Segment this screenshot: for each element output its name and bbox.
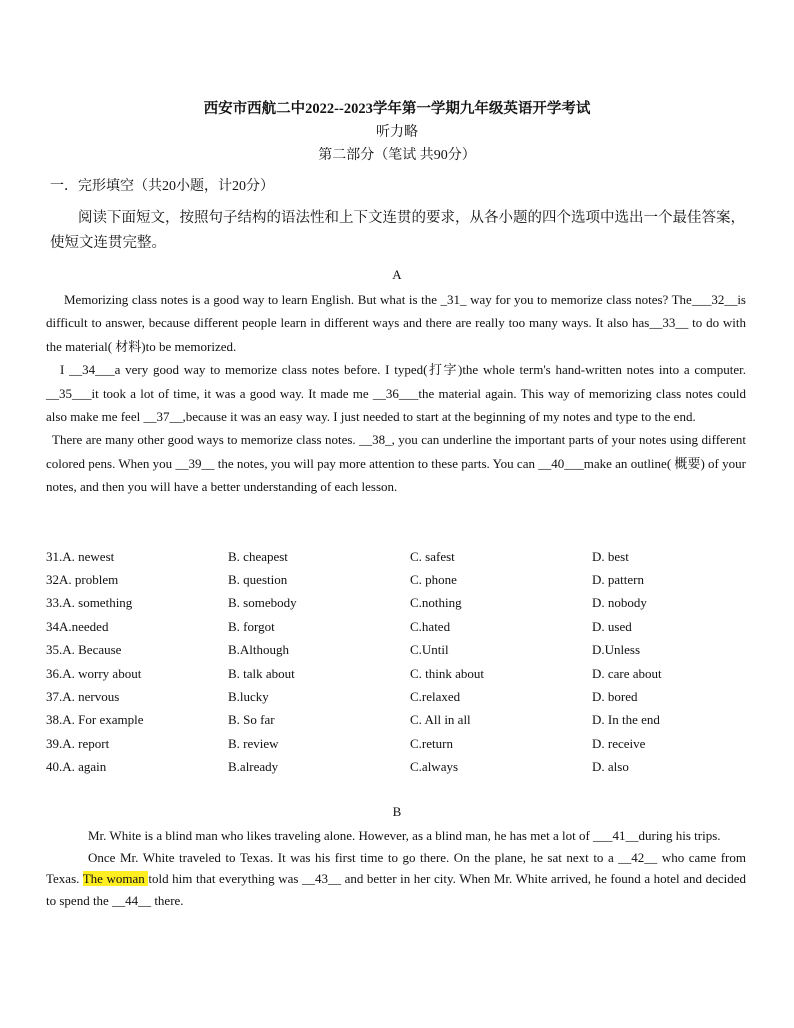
option-b: B. So far: [228, 712, 275, 728]
option-b: B. question: [228, 572, 288, 588]
option-a: 35.A. Because: [46, 642, 122, 658]
option-row: [44, 685, 772, 708]
passage-a-label: A: [392, 267, 402, 282]
passage-a-paragraph-3: There are many other good ways to memorize class notes. __38_, you can underline the important parts of your notes using different colored pens. When you __39__ the notes, you will pay more attention to these parts. You can __40___make an outline( 概要) of your notes, and then you will have a better understanding of each lesson.: [46, 432, 746, 495]
option-c: C.relaxed: [410, 689, 461, 705]
passage-a-paragraph-1: Memorizing class notes is a good way to learn English. But what is the _31_ way for you to memorize class notes? The___32__is difficult to answer, because different people learn in different ways and there are really too many ways. It also has__33__ to do with the material( 材料)to be memorized.: [46, 292, 746, 354]
passage-b: [46, 825, 746, 911]
option-d: D.Unless: [592, 642, 641, 658]
option-b: B.already: [228, 759, 279, 775]
option-d: D. bored: [592, 689, 638, 705]
option-row: [44, 568, 772, 591]
option-a: 33.A. something: [46, 595, 133, 611]
exam-title: 西安市西航二中2022--2023学年第一学期九年级英语开学考试: [203, 101, 591, 117]
option-row: [44, 732, 772, 755]
option-c: C. phone: [410, 572, 457, 588]
option-c: C.always: [410, 759, 459, 775]
option-a: 36.A. worry about: [46, 665, 142, 681]
option-d: D. used: [592, 618, 632, 634]
option-b: B. talk about: [228, 665, 295, 681]
option-row: [44, 662, 772, 685]
option-a: 39.A. report: [46, 735, 110, 751]
option-b: B. forgot: [228, 618, 275, 634]
option-b: B.Although: [228, 642, 290, 658]
option-c: C.Until: [410, 642, 449, 658]
option-b: B.lucky: [228, 689, 269, 705]
option-d: D. also: [592, 759, 629, 775]
option-d: D. care about: [592, 665, 662, 681]
option-c: C.hated: [410, 618, 451, 634]
passage-b-text-end: told him that everything was __43__ and better in her city. When Mr. White arrived, he found a hotel and decided to spend the __44__ there.: [46, 871, 747, 908]
option-d: D. pattern: [592, 572, 644, 588]
option-a: 38.A. For example: [46, 712, 144, 728]
passage-a-paragraph-2: I __34___a very good way to memorize class notes before. I typed(打字)the whole term's hand-written notes into a computer. __35___it took a lot of time, it was a good way. It made me __36___the material again. This way of memorizing class notes could also make me feel __37__,because it was an easy way. I just needed to start at the beginning of my notes and type to the end.: [46, 362, 746, 425]
highlighted-text: The woman: [82, 871, 149, 886]
option-d: D. best: [592, 548, 629, 564]
option-a: 40.A. again: [46, 759, 107, 775]
option-b: B. somebody: [228, 595, 297, 611]
passage-a: [46, 288, 746, 499]
option-d: D. nobody: [592, 595, 647, 611]
passage-b-paragraph-1: Mr. White is a blind man who likes traveling alone. However, as a blind man, he has met a lot of ___41__during his trips.: [88, 828, 721, 843]
option-a: 32A. problem: [46, 572, 119, 588]
option-c: C. All in all: [410, 712, 471, 728]
option-c: C. think about: [410, 665, 485, 681]
passage-b-label: B: [392, 804, 402, 819]
section-instruction: 阅读下面短文，按照句子结构的语法性和上下文连贯的要求，从各小题的四个选项中选出一个最佳答案，使短文连贯完整。: [50, 210, 745, 251]
option-row: [44, 592, 772, 615]
option-d: D. In the end: [592, 712, 660, 728]
option-a: 37.A. nervous: [46, 689, 120, 705]
option-row: [44, 756, 772, 779]
option-a: 34A.needed: [46, 618, 109, 634]
passage-b-paragraph-2: [46, 847, 746, 912]
option-row: [44, 545, 772, 568]
passage-b-text-start: Once Mr. White traveled to Texas. It was his first time to go there. On the plane, he sat next to a __42__ who came from Texas.: [46, 849, 746, 886]
listening-note: 听力略: [376, 125, 418, 140]
part-two-heading: 第二部分（笔试 共90分）: [318, 148, 476, 163]
option-c: C.nothing: [410, 595, 462, 611]
option-d: D. receive: [592, 735, 646, 751]
option-row: [44, 615, 772, 638]
section-one-heading: 一．完形填空（共20小题，计20分）: [50, 179, 274, 194]
options-table: [44, 545, 772, 779]
option-c: C. safest: [410, 548, 455, 564]
option-row: [44, 639, 772, 662]
option-c: C.return: [410, 735, 453, 751]
option-row: [44, 709, 772, 732]
option-b: B. cheapest: [228, 548, 288, 564]
option-a: 31.A. newest: [46, 548, 115, 564]
option-b: B. review: [228, 735, 279, 751]
